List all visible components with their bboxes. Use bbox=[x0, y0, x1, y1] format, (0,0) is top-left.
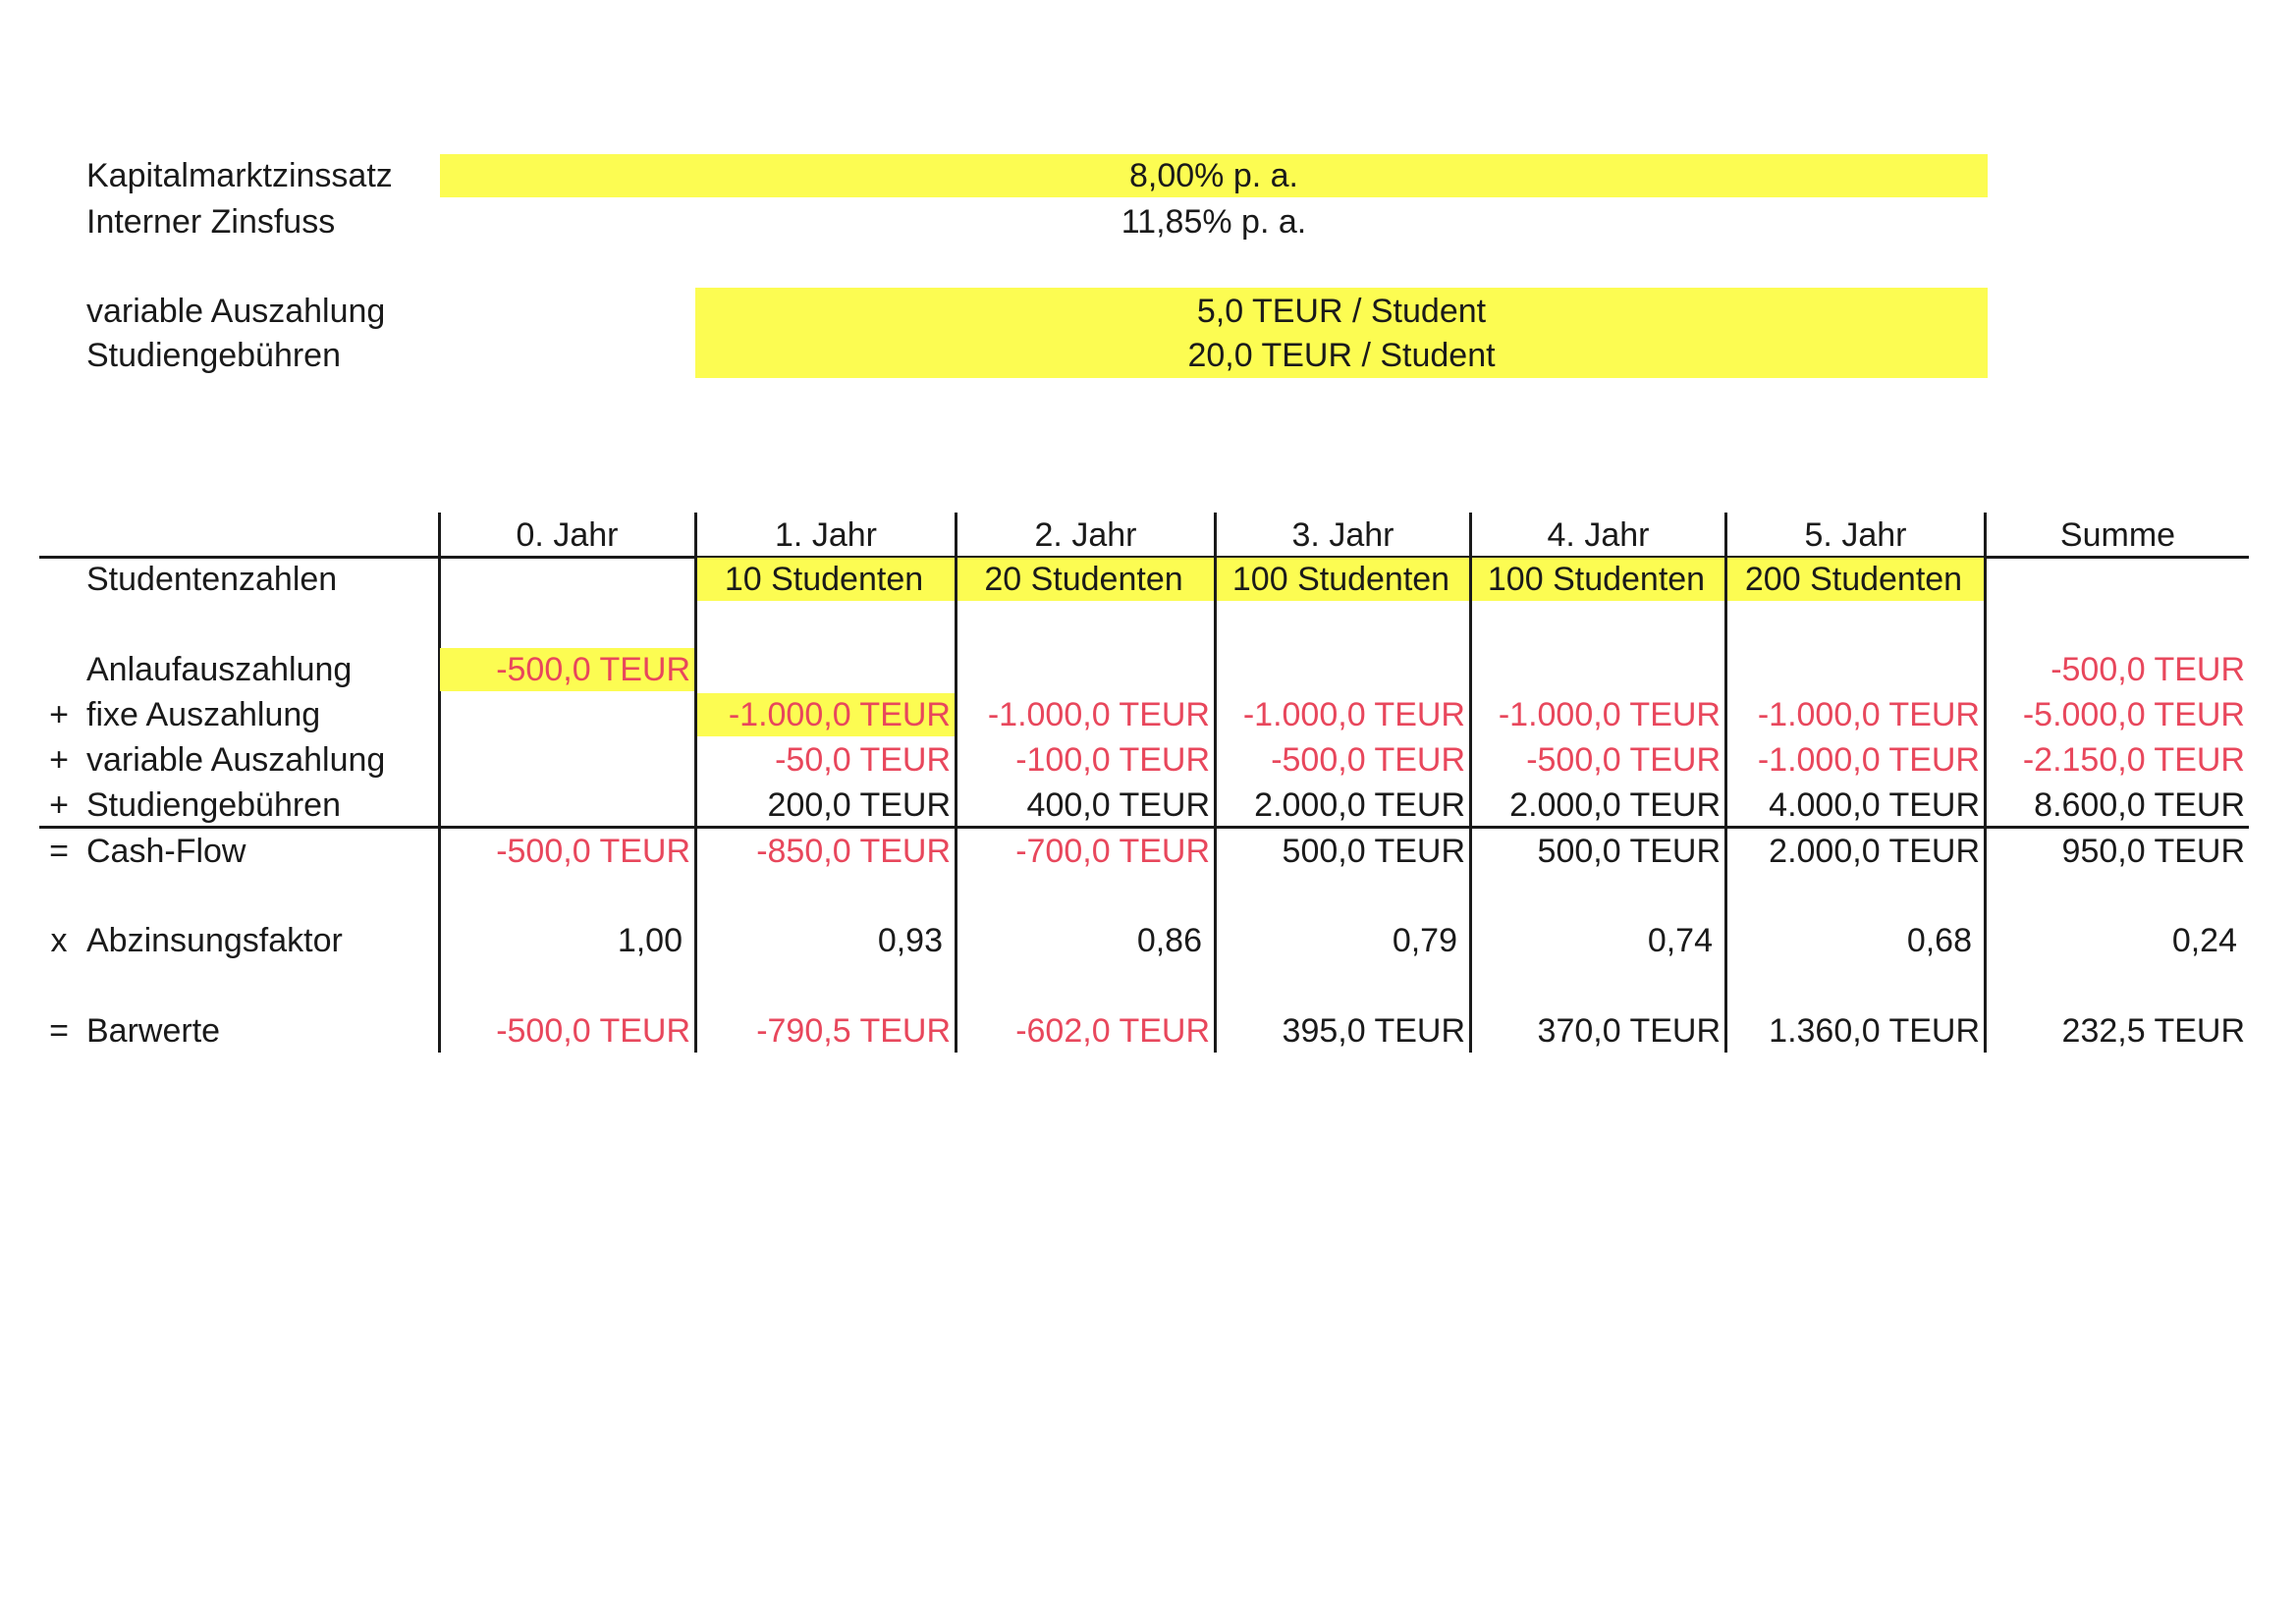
table-cell: 100 Studenten bbox=[1231, 561, 1450, 598]
table-cell: -500,0 TEUR bbox=[2050, 651, 2245, 688]
table-cell: 20 Studenten bbox=[984, 561, 1183, 598]
table-cell: 8.600,0 TEUR bbox=[2034, 786, 2245, 824]
column-header: 2. Jahr bbox=[1034, 516, 1137, 554]
row-operator: = bbox=[49, 833, 69, 870]
row-label: variable Auszahlung bbox=[86, 741, 386, 779]
column-header: 4. Jahr bbox=[1547, 516, 1650, 554]
row-label: fixe Auszahlung bbox=[86, 696, 321, 733]
row-operator: + bbox=[49, 741, 69, 779]
table-cell: -602,0 TEUR bbox=[1015, 1012, 1210, 1050]
table-cell: 10 Studenten bbox=[724, 561, 924, 598]
gebuehr-value: 20,0 TEUR / Student bbox=[1187, 337, 1496, 374]
table-cell: 0,79 bbox=[1392, 922, 1457, 959]
row-label: Cash-Flow bbox=[86, 833, 246, 870]
table-cell: 395,0 TEUR bbox=[1282, 1012, 1465, 1050]
table-cell: -1.000,0 TEUR bbox=[1757, 741, 1980, 779]
intern-label: Interner Zinsfuss bbox=[86, 203, 336, 241]
table-cell: 400,0 TEUR bbox=[1026, 786, 1210, 824]
table-cell: 0,86 bbox=[1136, 922, 1202, 959]
row-label: Studiengebühren bbox=[86, 786, 342, 824]
table-cell: 2.000,0 TEUR bbox=[1254, 786, 1465, 824]
table-cell: -700,0 TEUR bbox=[1015, 833, 1210, 870]
table-cell: -500,0 TEUR bbox=[496, 1012, 690, 1050]
table-cell: -1.000,0 TEUR bbox=[1757, 696, 1980, 733]
table-cell: -500,0 TEUR bbox=[496, 833, 690, 870]
table-cell: 2.000,0 TEUR bbox=[1769, 833, 1980, 870]
column-header: 3. Jahr bbox=[1291, 516, 1394, 554]
row-operator: x bbox=[50, 922, 68, 959]
table-cell: -1.000,0 TEUR bbox=[1242, 696, 1465, 733]
column-header: Summe bbox=[2059, 516, 2176, 554]
table-cell: -500,0 TEUR bbox=[1271, 741, 1465, 779]
row-label: Anlaufauszahlung bbox=[86, 651, 353, 688]
table-cell: 232,5 TEUR bbox=[2061, 1012, 2245, 1050]
table-cell: 200,0 TEUR bbox=[767, 786, 951, 824]
row-operator: + bbox=[49, 786, 69, 824]
row-operator: + bbox=[49, 696, 69, 733]
table-cell: -500,0 TEUR bbox=[1526, 741, 1721, 779]
column-header: 5. Jahr bbox=[1804, 516, 1907, 554]
table-cell: 0,93 bbox=[877, 922, 943, 959]
column-header: 0. Jahr bbox=[516, 516, 619, 554]
table-cell: -2.150,0 TEUR bbox=[2022, 741, 2245, 779]
table-cell: 200 Studenten bbox=[1744, 561, 1963, 598]
column-divider bbox=[1984, 513, 1987, 1053]
table-cell: -50,0 TEUR bbox=[775, 741, 951, 779]
table-cell: 500,0 TEUR bbox=[1537, 833, 1721, 870]
table-cell: 0,74 bbox=[1647, 922, 1713, 959]
column-divider bbox=[438, 513, 441, 1053]
intern-value: 11,85% p. a. bbox=[1121, 203, 1307, 241]
row-label: Barwerte bbox=[86, 1012, 221, 1050]
table-cell: 2.000,0 TEUR bbox=[1509, 786, 1721, 824]
row-label: Abzinsungsfaktor bbox=[86, 922, 343, 959]
table-cell: -850,0 TEUR bbox=[756, 833, 951, 870]
table-cell: -100,0 TEUR bbox=[1015, 741, 1210, 779]
table-cell: 500,0 TEUR bbox=[1282, 833, 1465, 870]
table-cell: -1.000,0 TEUR bbox=[1498, 696, 1721, 733]
table-cell: -500,0 TEUR bbox=[496, 651, 690, 688]
kapital-label: Kapitalmarktzinssatz bbox=[86, 157, 393, 194]
column-header: 1. Jahr bbox=[775, 516, 877, 554]
table-cell: 1.360,0 TEUR bbox=[1769, 1012, 1980, 1050]
table-cell: 370,0 TEUR bbox=[1537, 1012, 1721, 1050]
table-cell: 0,68 bbox=[1906, 922, 1972, 959]
table-cell: 0,24 bbox=[2171, 922, 2237, 959]
table-cell: -1.000,0 TEUR bbox=[728, 696, 951, 733]
table-cell: 950,0 TEUR bbox=[2061, 833, 2245, 870]
row-label: Studentenzahlen bbox=[86, 561, 338, 598]
variable-label: variable Auszahlung bbox=[86, 293, 386, 330]
table-cell: 1,00 bbox=[617, 922, 683, 959]
table-cell: 100 Studenten bbox=[1487, 561, 1706, 598]
table-cell: 4.000,0 TEUR bbox=[1769, 786, 1980, 824]
table-cell: -5.000,0 TEUR bbox=[2022, 696, 2245, 733]
kapital-value: 8,00% p. a. bbox=[1128, 157, 1298, 194]
table-cell: -790,5 TEUR bbox=[756, 1012, 951, 1050]
gebuehr-label: Studiengebühren bbox=[86, 337, 342, 374]
table-cell: -1.000,0 TEUR bbox=[987, 696, 1210, 733]
variable-value: 5,0 TEUR / Student bbox=[1196, 293, 1487, 330]
row-operator: = bbox=[49, 1012, 69, 1050]
